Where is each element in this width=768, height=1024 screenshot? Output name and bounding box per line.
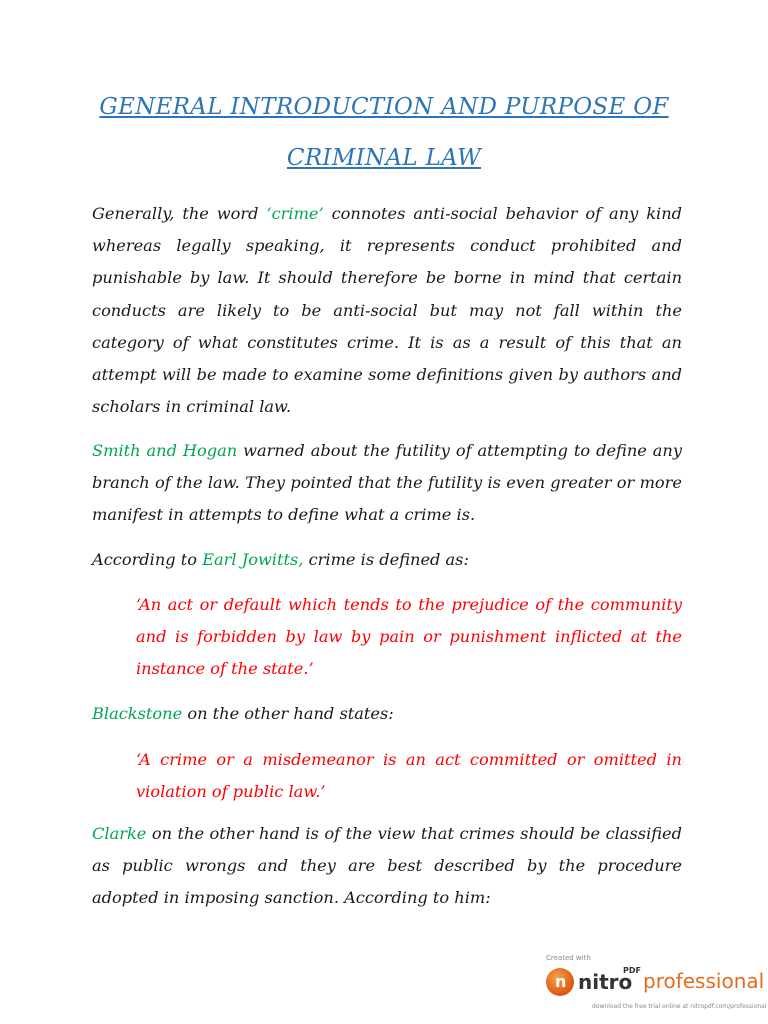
jowitts-text-before: According to (92, 550, 203, 569)
earl-jowitts-paragraph (92, 544, 682, 576)
author-blackstone: Blackstone (92, 704, 183, 723)
intro-text-before: Generally, the word (92, 204, 267, 223)
clarke-text: on the other hand is of the view that crimes should be classified as public wrongs and they are best described by the procedure adopted in imposing sanction. According to him: (92, 824, 682, 908)
nitro-watermark (540, 954, 767, 1016)
page-title-line-2: CRIMINAL LAW (286, 145, 482, 171)
nitro-brand: nitro (578, 970, 633, 994)
intro-paragraph (92, 198, 682, 423)
crime-term: ‘crime’ (266, 204, 324, 223)
blackstone-quote: ‘A crime or a misdemeanor is an act committed or omitted in violation of public law.’ (136, 750, 682, 802)
jowitts-text-after: crime is defined as: (303, 550, 469, 569)
author-clarke: Clarke (92, 824, 147, 843)
nitro-pdf-superscript: PDF (623, 966, 641, 975)
nitro-logo-letter: n (555, 972, 567, 991)
smith-hogan-paragraph (92, 435, 682, 532)
nitro-professional: professional (643, 969, 765, 993)
nitro-created-with: Created with (546, 954, 591, 962)
smith-hogan-text: warned about the futility of attempting to define any branch of the law. They pointed that the futility is even greater or more manifest in attempts to define what a crime is. (92, 441, 682, 525)
intro-text-after: connotes anti-social behavior of any kind whereas legally speaking, it represents conduct prohibited and punishable by law. It should therefore be borne in mind that certain conducts are likely to be anti-social but may not fall within the category of what constitutes crime. It is as a result of this that an attempt will be made to examine some definitions given by authors and scholars in criminal law. (92, 204, 682, 417)
jowitts-quote: ‘An act or default which tends to the prejudice of the community and is forbidden by law by pain or punishment inflicted at the instance of the state.’ (136, 595, 682, 679)
blackstone-text: on the other hand states: (182, 704, 394, 723)
blackstone-paragraph (92, 698, 682, 730)
page-title-line-1: GENERAL INTRODUCTION AND PURPOSE OF (99, 94, 669, 120)
author-earl-jowitts: Earl Jowitts, (202, 550, 304, 569)
author-smith-hogan: Smith and Hogan (92, 441, 238, 460)
clarke-paragraph (92, 818, 682, 915)
nitro-download-link[interactable]: download the free trial online at nitropdf.com/professional (592, 1003, 767, 1010)
nitro-logo-icon (546, 968, 574, 996)
